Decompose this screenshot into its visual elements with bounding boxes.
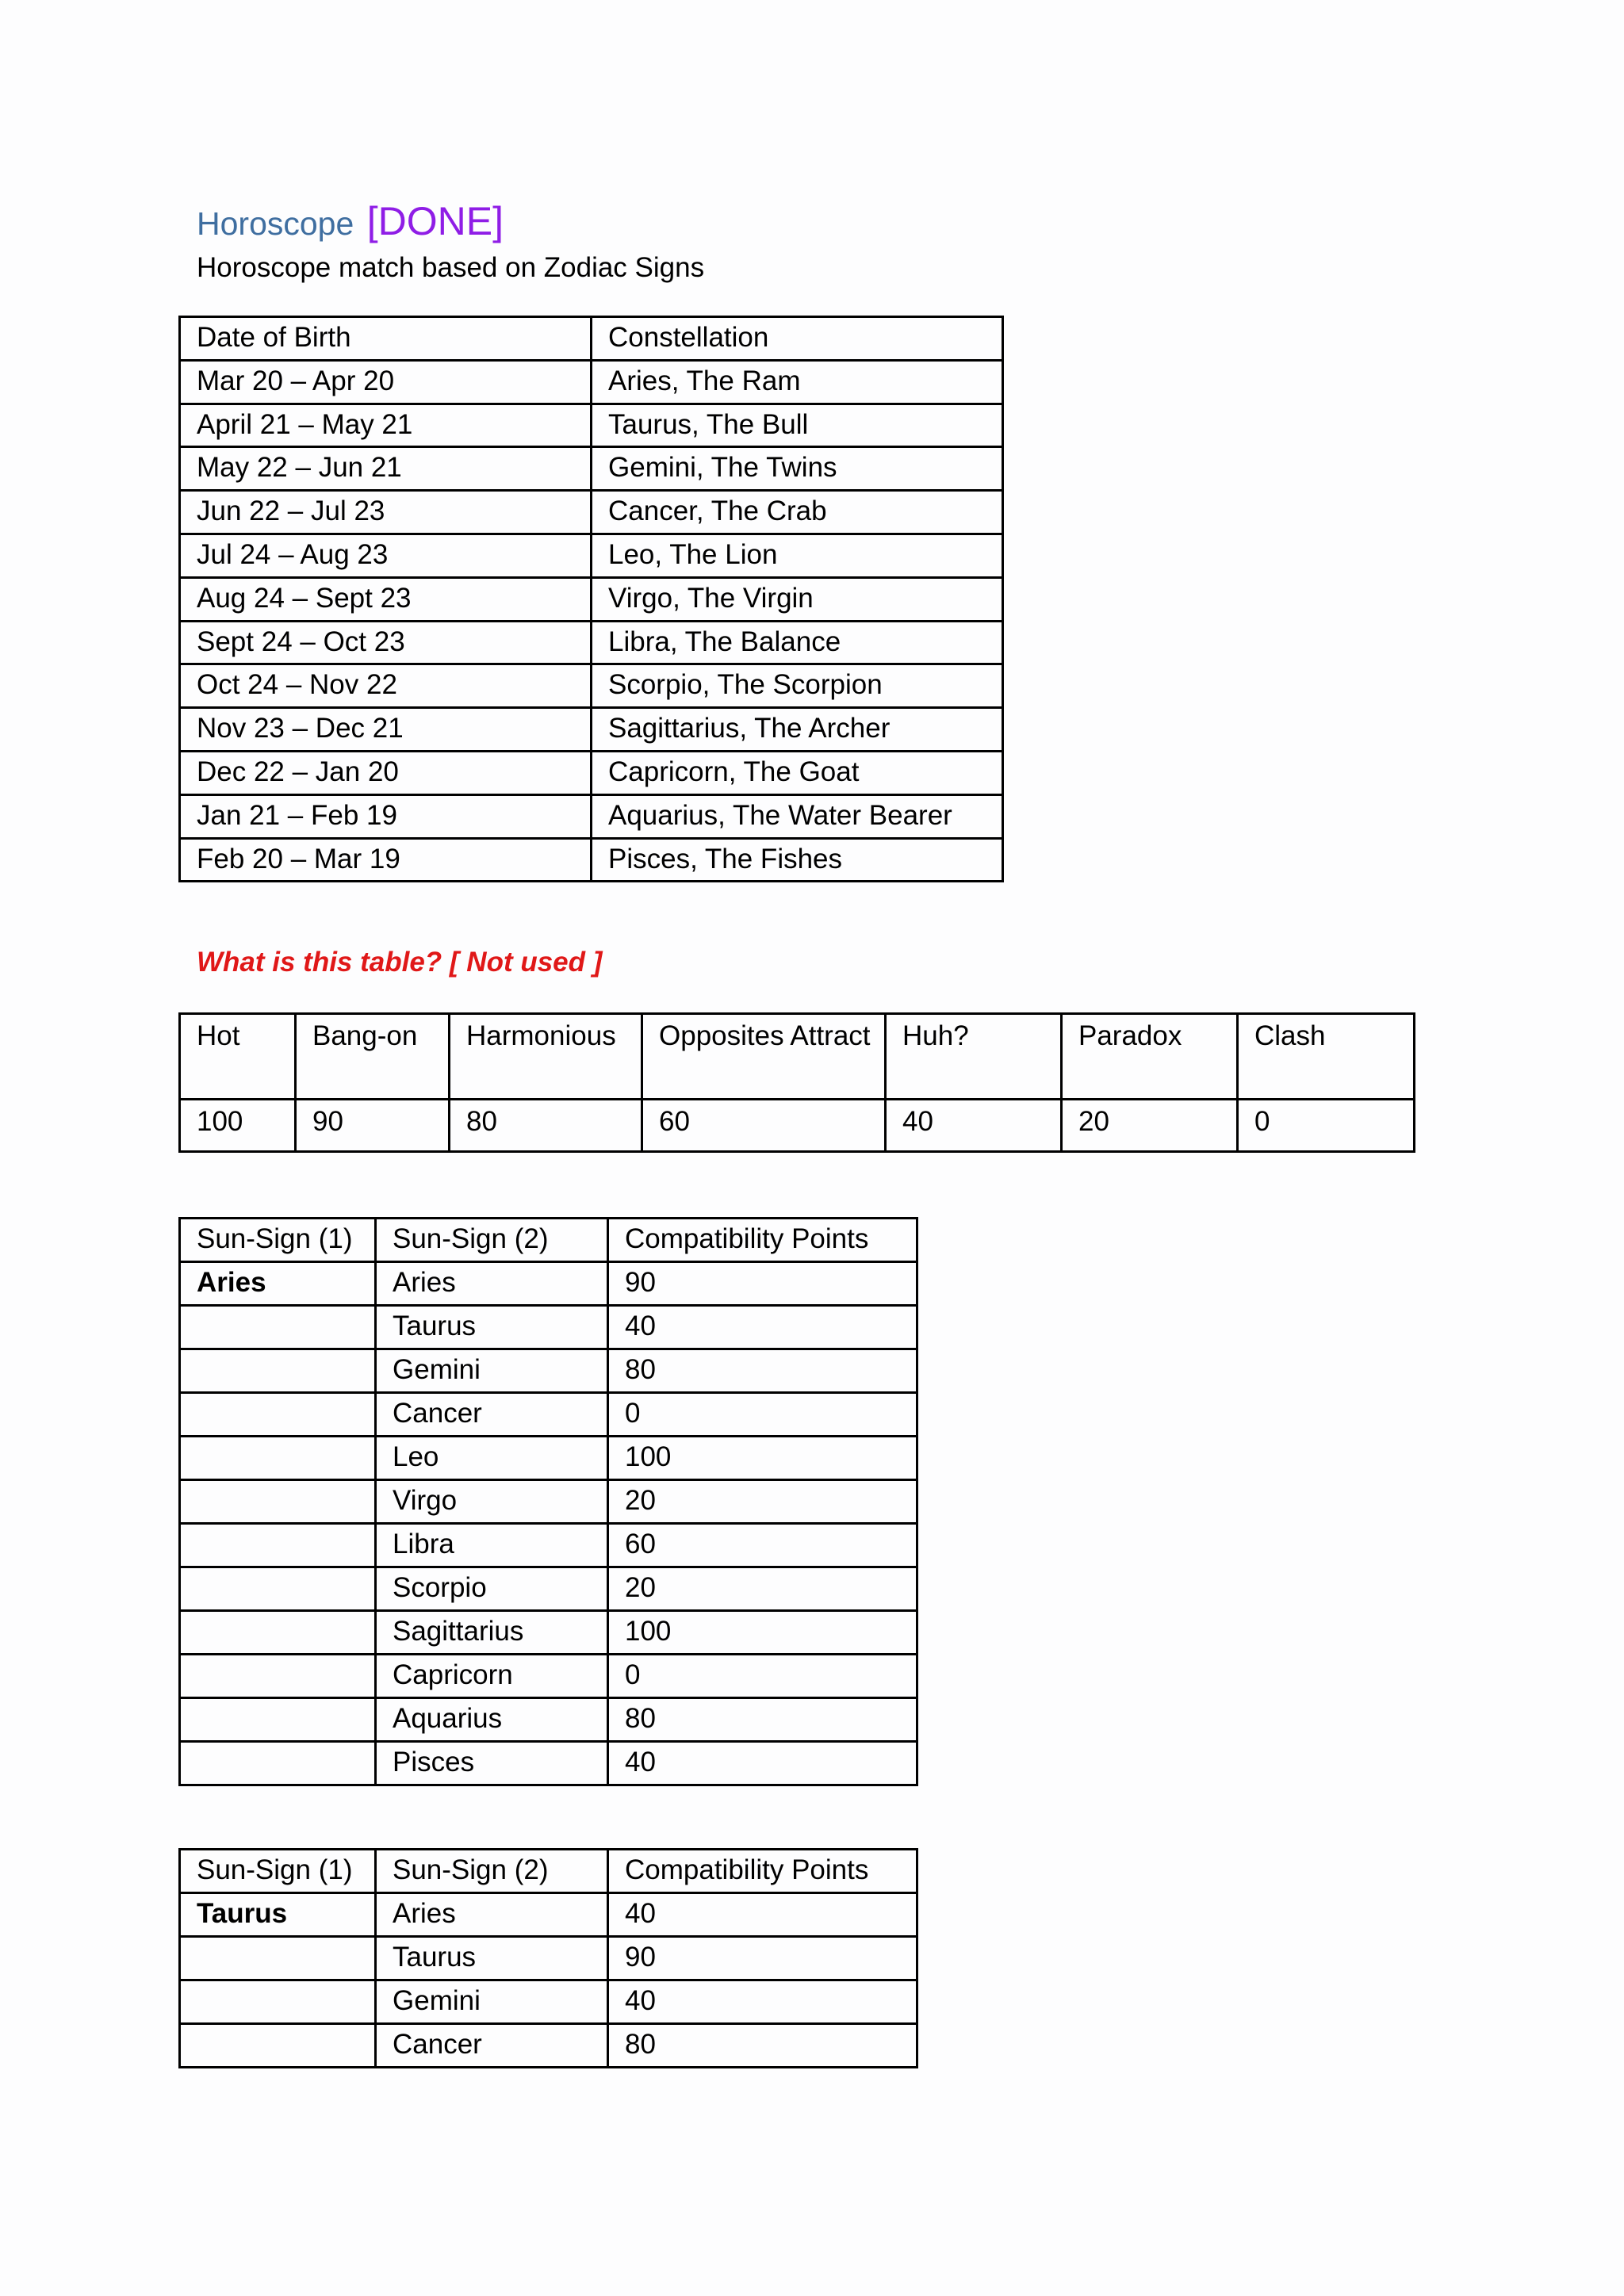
table-row (180, 664, 1003, 708)
table-row (180, 577, 1003, 621)
column-header: Sun-Sign (1) (180, 1850, 376, 1893)
table-row (180, 1742, 917, 1785)
constellation-cell: Virgo, The Virgin (592, 577, 1003, 621)
compatibility-points-cell: 40 (608, 1306, 917, 1349)
sun-sign-2-cell: Gemini (376, 1980, 608, 2024)
constellation-cell: Gemini, The Twins (592, 447, 1003, 491)
compatibility-points-cell: 90 (608, 1937, 917, 1980)
table-row (180, 621, 1003, 664)
constellation-cell: Sagittarius, The Archer (592, 708, 1003, 752)
score-value-cell: 20 (1062, 1100, 1238, 1152)
sun-sign-1-cell (180, 1393, 376, 1437)
table-row (180, 534, 1003, 577)
page-title (197, 198, 504, 254)
sun-sign-2-cell: Scorpio (376, 1567, 608, 1611)
sun-sign-1-cell (180, 1655, 376, 1698)
sun-sign-1-cell (180, 1306, 376, 1349)
table-row (180, 1980, 917, 2024)
table-row (180, 1306, 917, 1349)
constellation-cell: Taurus, The Bull (592, 404, 1003, 447)
score-value-cell: 60 (642, 1100, 886, 1152)
date-range-cell: April 21 – May 21 (180, 404, 592, 447)
compatibility-points-cell: 60 (608, 1524, 917, 1567)
compatibility-points-cell: 40 (608, 1980, 917, 2024)
column-header: Compatibility Points (608, 1219, 917, 1262)
sun-sign-1-cell (180, 1349, 376, 1393)
sun-sign-1-cell (180, 1611, 376, 1655)
constellation-cell: Libra, The Balance (592, 621, 1003, 664)
compatibility-points-cell: 20 (608, 1480, 917, 1524)
sun-sign-2-cell: Capricorn (376, 1655, 608, 1698)
score-value-cell: 90 (296, 1100, 450, 1152)
score-label-cell: Huh? (886, 1014, 1062, 1100)
score-label-cell: Harmonious (450, 1014, 642, 1100)
page-subtitle: Horoscope match based on Zodiac Signs (197, 252, 705, 283)
column-header: Compatibility Points (608, 1850, 917, 1893)
table-row (180, 1567, 917, 1611)
sun-sign-1-cell (180, 1698, 376, 1742)
sun-sign-1-cell (180, 1480, 376, 1524)
table-row (180, 751, 1003, 794)
sun-sign-2-cell: Taurus (376, 1306, 608, 1349)
table-header-row (180, 317, 1003, 361)
score-value-cell: 0 (1238, 1100, 1415, 1152)
compatibility-points-cell: 0 (608, 1393, 917, 1437)
sun-sign-2-cell: Sagittarius (376, 1611, 608, 1655)
date-range-cell: Jan 21 – Feb 19 (180, 794, 592, 838)
score-value-cell: 40 (886, 1100, 1062, 1152)
compatibility-points-cell: 40 (608, 1742, 917, 1785)
compatibility-points-cell: 80 (608, 1698, 917, 1742)
column-header: Sun-Sign (2) (376, 1219, 608, 1262)
score-value-cell: 100 (180, 1100, 296, 1152)
table-row (180, 1893, 917, 1937)
sun-sign-2-cell: Leo (376, 1437, 608, 1480)
date-range-cell: Jun 22 – Jul 23 (180, 491, 592, 534)
date-range-cell: Sept 24 – Oct 23 (180, 621, 592, 664)
table-row (180, 794, 1003, 838)
score-label-cell: Bang-on (296, 1014, 450, 1100)
score-label-cell: Paradox (1062, 1014, 1238, 1100)
sun-sign-2-cell: Cancer (376, 1393, 608, 1437)
compatibility-points-cell: 40 (608, 1893, 917, 1937)
sun-sign-2-cell: Virgo (376, 1480, 608, 1524)
column-header: Sun-Sign (2) (376, 1850, 608, 1893)
table-row (180, 404, 1003, 447)
compatibility-points-cell: 0 (608, 1655, 917, 1698)
sun-sign-1-cell (180, 2024, 376, 2068)
constellation-cell: Aries, The Ram (592, 360, 1003, 404)
table-header-row (180, 1219, 917, 1262)
date-range-cell: Oct 24 – Nov 22 (180, 664, 592, 708)
table-row (180, 1937, 917, 1980)
column-header: Sun-Sign (1) (180, 1219, 376, 1262)
score-label-cell: Clash (1238, 1014, 1415, 1100)
constellation-cell: Aquarius, The Water Bearer (592, 794, 1003, 838)
compatibility-points-cell: 100 (608, 1437, 917, 1480)
sun-sign-2-cell: Aquarius (376, 1698, 608, 1742)
table-row (180, 1393, 917, 1437)
sun-sign-2-cell: Aries (376, 1262, 608, 1306)
status-tag: [DONE] (366, 199, 504, 243)
sun-sign-1-cell: Aries (180, 1262, 376, 1306)
sun-sign-2-cell: Taurus (376, 1937, 608, 1980)
table-row (180, 708, 1003, 752)
score-table (178, 1012, 1415, 1153)
table-row (180, 1698, 917, 1742)
date-range-cell: Nov 23 – Dec 21 (180, 708, 592, 752)
table-row (180, 2024, 917, 2068)
compatibility-points-cell: 20 (608, 1567, 917, 1611)
table-header-row (180, 1850, 917, 1893)
sun-sign-1-cell (180, 1742, 376, 1785)
sun-sign-1-cell (180, 1980, 376, 2024)
sun-sign-1-cell: Taurus (180, 1893, 376, 1937)
table-row (180, 838, 1003, 882)
table-row (180, 447, 1003, 491)
compatibility-points-cell: 90 (608, 1262, 917, 1306)
score-value-row (180, 1100, 1415, 1152)
table-row (180, 1611, 917, 1655)
aries-compatibility-table (178, 1217, 918, 1786)
sun-sign-1-cell (180, 1437, 376, 1480)
table-row (180, 1480, 917, 1524)
constellation-cell: Scorpio, The Scorpion (592, 664, 1003, 708)
constellation-cell: Cancer, The Crab (592, 491, 1003, 534)
score-label-row (180, 1014, 1415, 1100)
sun-sign-1-cell (180, 1937, 376, 1980)
table-row (180, 1437, 917, 1480)
title-text: Horoscope (197, 205, 354, 242)
constellation-cell: Pisces, The Fishes (592, 838, 1003, 882)
table-row (180, 1349, 917, 1393)
sun-sign-2-cell: Pisces (376, 1742, 608, 1785)
constellation-cell: Leo, The Lion (592, 534, 1003, 577)
column-header: Date of Birth (180, 317, 592, 361)
table-note: What is this table? [ Not used ] (197, 947, 603, 978)
date-range-cell: Dec 22 – Jan 20 (180, 751, 592, 794)
sun-sign-2-cell: Libra (376, 1524, 608, 1567)
constellation-cell: Capricorn, The Goat (592, 751, 1003, 794)
date-range-cell: Aug 24 – Sept 23 (180, 577, 592, 621)
table-row (180, 491, 1003, 534)
score-value-cell: 80 (450, 1100, 642, 1152)
compatibility-points-cell: 100 (608, 1611, 917, 1655)
compatibility-points-cell: 80 (608, 2024, 917, 2068)
score-label-cell: Hot (180, 1014, 296, 1100)
sun-sign-1-cell (180, 1567, 376, 1611)
sun-sign-1-cell (180, 1524, 376, 1567)
sun-sign-2-cell: Aries (376, 1893, 608, 1937)
date-range-cell: May 22 – Jun 21 (180, 447, 592, 491)
score-label-cell: Opposites Attract (642, 1014, 886, 1100)
zodiac-table (178, 316, 1004, 882)
sun-sign-2-cell: Cancer (376, 2024, 608, 2068)
table-row (180, 1262, 917, 1306)
taurus-compatibility-table (178, 1848, 918, 2068)
table-row (180, 1655, 917, 1698)
date-range-cell: Jul 24 – Aug 23 (180, 534, 592, 577)
sun-sign-2-cell: Gemini (376, 1349, 608, 1393)
column-header: Constellation (592, 317, 1003, 361)
date-range-cell: Mar 20 – Apr 20 (180, 360, 592, 404)
compatibility-points-cell: 80 (608, 1349, 917, 1393)
table-row (180, 360, 1003, 404)
table-row (180, 1524, 917, 1567)
date-range-cell: Feb 20 – Mar 19 (180, 838, 592, 882)
